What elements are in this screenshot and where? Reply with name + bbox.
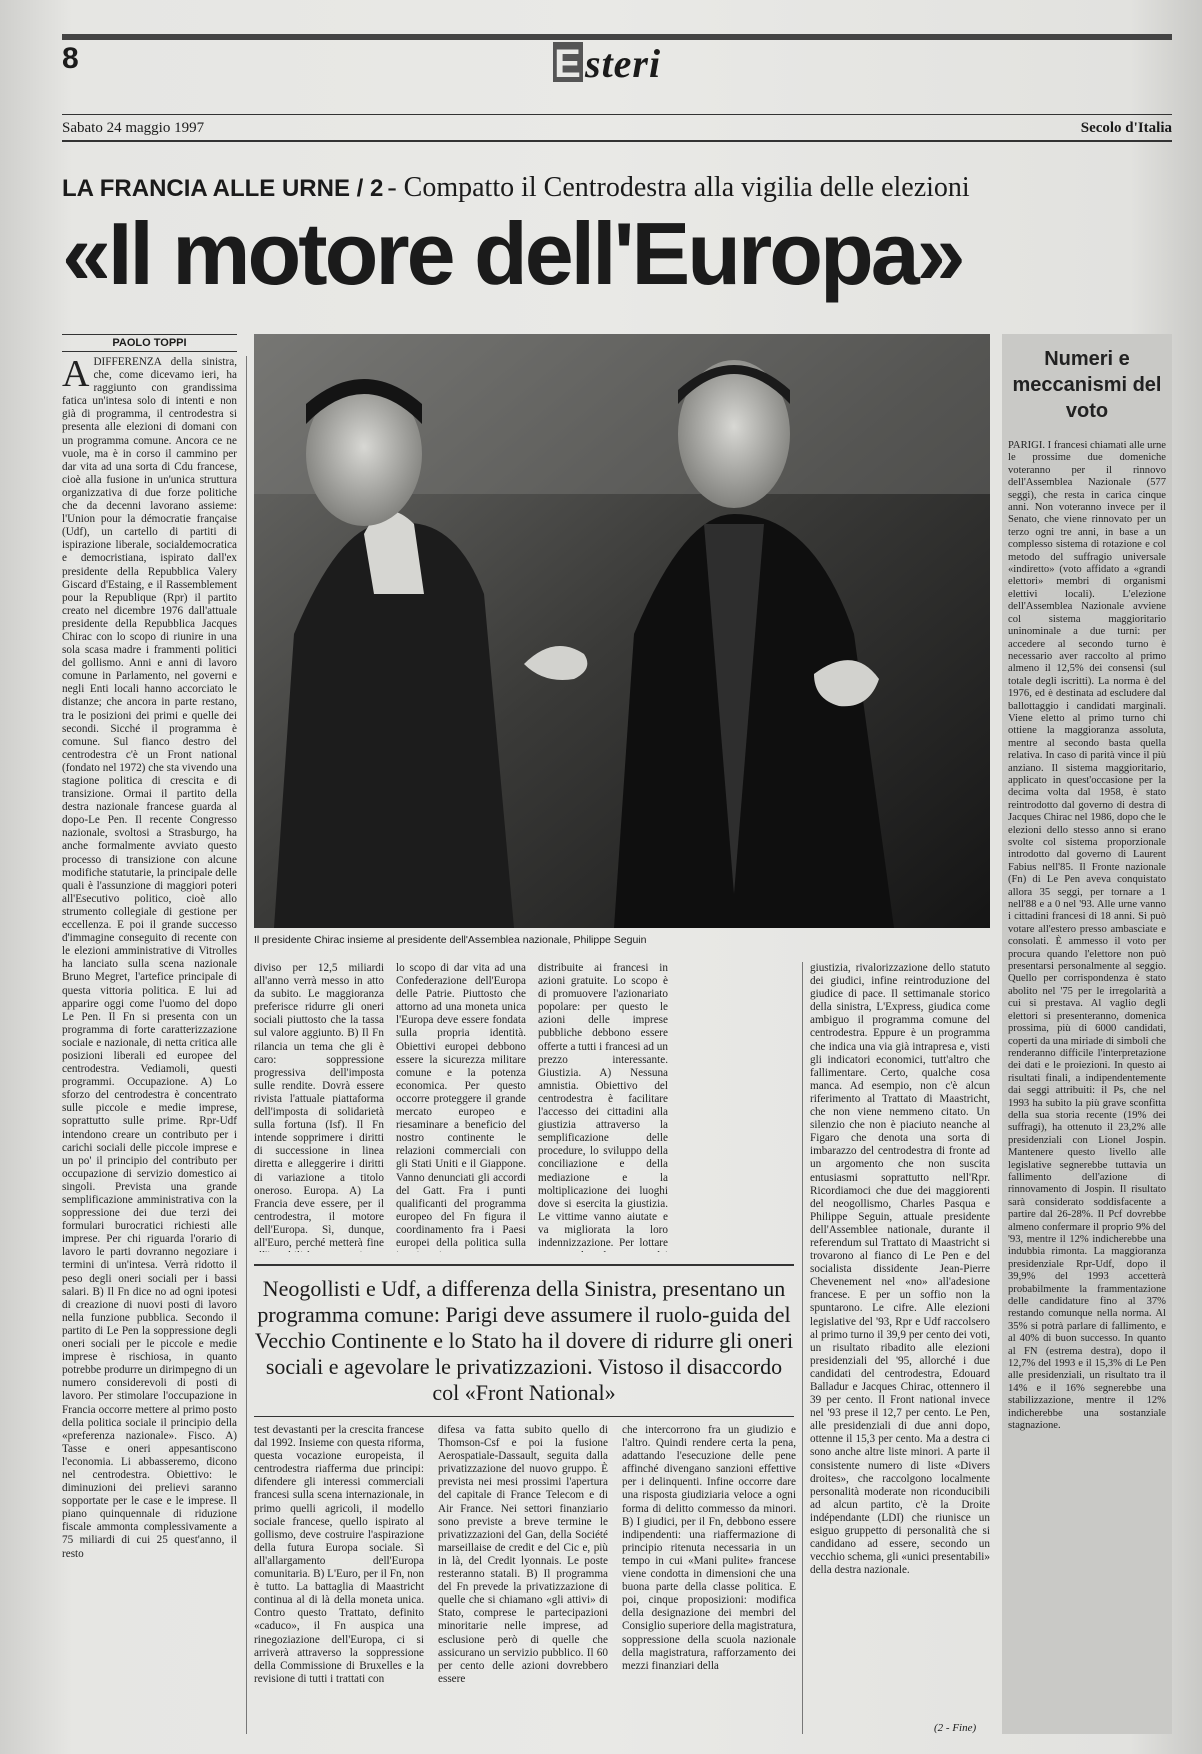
- page-number: 8: [62, 42, 79, 75]
- article-column-3: lo scopo di dar vita ad una Confederazione dell'Europa delle Patrie. Piuttosto che attorno ad una moneta unica l'Europa deve essere fondata sulla propria identità. Obiettivi europei debbono essere la sicurezza militare comune e la potenza economica. Per questo occorre proteggere il grande mercato europeo e riesaminare a beneficio del nostro continente le relazioni commerciali con gli Stati Uniti e il Giappone. Vanno denunciati gli accordi del Gatt. Fra i punti qualificanti del programma europeo del Fn figura il coordinamento fra i Paesi europei della politica sulla: [396, 962, 526, 1249]
- article-column-2: diviso per 12,5 miliardi all'anno verrà messo in atto da subito. Le maggioranza preferisce ridurre gli oneri sociali piuttosto che la tassa sul valore aggiunto. B) Il Fn rilancia un tema che gli è caro: soppressione progressiva dell'imposta sulle rendite. Dovrà essere rivista l'attuale piattaforma dell'imposta di solidarietà sulla fortuna (Isf). Il Fn intende sopprimere i diritti di successione in linea diretta e alleggerire i diritti di variazione a titolo oneroso. Europa. A) La Francia deve essere, per il centrodestra, il motore dell'Europa. Sì, dunque, all'Euro, perché metterà fine: [254, 962, 384, 1249]
- sidebar-text: PARIGI. I francesi chiamati alle urne le prossime due domeniche voteranno per il rinnovo dell'Assemblea Nazionale (577 seggi), che resta in carica cinque anni. Non voteranno invece per il Senato, che viene rinnovato per un terzo ogni tre anni, in base a un complesso sistema di rotazione e col metodo del suffragio universale «indiretto» (voto affidato a «grandi elettori» membri di organismi elettivi locali). L'elezione dell'Assemblea Nazionale avviene col sistema maggioritario uninominale a due turni: per accedere al secondo turno è necessario aver raccolto al primo almeno il 12,5% dei consensi (sul totale degli iscritti). La norma è del 1976, ed è destinata ad escludere dal ballottaggio i candidati marginali. Viene eletto al primo turno chi ottiene la maggioranza assoluta, mentre al secondo basta quella relativa. In caso di parità vince il più anziano. Il sistema maggioritario, applicato in quest'occasione per la decima volta dal 1958, è stato reintrodotto dal governo di destra di Jacques Chirac nel 1986, dopo che le elezioni dello stesso anno si erano svolte col sistema proporzionale introdotto dal governo di Laurent Fabius nell'85. Il Fronte nazionale (Fn) di Le Pen aveva conquistato allora 35 seggi, per tornare a 1 nell'88 e a 0 nel '93. Alle urne vanno i cittadini francesi di 18 anni. Si può votare all'estero presso ambasciate e consolati. È ammesso il voto per procura quando l'elettore non può presentarsi personalmente al seggio. Quello per corrispondenza è stato abolito nel '75 per le irregolarità a cui si prestava. Al vaglio degli elettori si presenteranno, domenica prossima, più di 6000 candidati, coperti da una miriade di simboli che renderanno difficile l'interpretazione dei dati e le proiezioni. In questo ai risultati finali, a indipendentemente dai seggi attribuiti: il Ps, che nel 1993 ha subìto la più grave sconfitta della sua storia recente (19% dei suffragi), ha ottenuto il 23,2% alle presidenziali con Lionel Jospin. Mantenere questo livello alle legislative segnerebbe tuttavia un fallimento dell'azione di rinnovamento di Jospin. Il risultato sarà considerato soddisfacente a partire dal 26-28%. Il Pcf dovrebbe almeno confermare il proprio 9% del '93, mentre il 12% indicherebbe una indubbia rimonta. La maggioranza presidenziale Rpr-Udf, dopo il 39,9% del 1993 accetterà probabilmente la frammentazione delle candidature fino al 37% restando comunque nella norma. Al 35% si potrà parlare di fallimento, e al 40% di buon successo. In quanto al FN (estrema destra), dopo il 12,7% del 1993 e il 15,3% di Le Pen alle presidenziali, un risultato tra il 14% e il 16% segnerebbe una stabilizzazione, mentre il 12% indicherebbe una sostanziale stagnazione.: [1008, 440, 1166, 1432]
- byline: PAOLO TOPPI: [62, 334, 237, 352]
- drop-cap: A: [62, 356, 90, 395]
- headline: «Il motore dell'Europa»: [62, 204, 963, 303]
- kicker-series: LA FRANCIA ALLE URNE / 2: [62, 175, 384, 202]
- photo-caption: Il presidente Chirac insieme al presidente dell'Assemblea nazionale, Philippe Seguin: [254, 934, 647, 946]
- article-column-1: [62, 356, 237, 1734]
- article-column-2b: test devastanti per la crescita francese dal 1992. Insieme con questa riforma, questa vocazione europeista, il centrodestra riafferma due principi: difendere gli interessi commerciali francesi sulla scena internazionale, in primo quelli agricoli, il modello sociale francese, quello ispirato al gollismo, deve costruire l'aspirazione della futura Europa sociale. Sì all'allargamento dell'Europa comunitaria. B) L'Euro, per il Fn, non è tutto. La battaglia di Maastricht continua al di là della moneta unica. Contro questo Trattato, definito «caduco», il Fn auspica una rinegoziazione dell'Europa, ci si arriverà attraverso la soppressione della Commissione di Bruxelles e la revisione di tutti i trattati con: [254, 1424, 424, 1685]
- article-column-3b: difesa va fatta subito quello di Thomson-Csf e poi la fusione Aerospatiale-Dassault, seguita dalla privatizzazione del nuovo gruppo. È prevista nei mesi prossimi l'apertura del capitale di France Telecom e di Air France. Nei settori finanziario sono previste a breve termine le privatizzazioni del Gan, della Société marseillaise de credit e del Cic e, più in là, del Credit lyonnais. Le poste resteranno statali. B) Il programma del Fn prevede la privatizzazione di quelle che si chiamano «gli attivi» di Stato, comprese le partecipazioni minoritarie nelle imprese, ad esclusione però di quelle che assicurano un servizio pubblico. Il 60 per cento delle azioni dovrebbero essere: [438, 1424, 608, 1685]
- sidebar-title: Numeri e meccanismi del voto: [1012, 348, 1162, 422]
- section-title: [553, 40, 661, 87]
- column-divider: [802, 962, 803, 1734]
- newspaper-name: Secolo d'Italia: [1080, 120, 1172, 136]
- column-1-text: DIFFERENZA della sinistra, che, come dicevamo ieri, ha raggiunto con grandissima fatica un'intesa solo di intenti e non già di programma, il centrodestra si presenta alle elezioni di domani con un programma comune. Ancora ce ne vuole, ma è in corso il cammino per dar vita ad una sorta di Cdu francese, cioè alla fusione in un'unica struttura organizzativa di due forze politiche che da decenni lavorano assieme: l'Union pour la démocratie française (Udf), un cartello di partiti di ispirazione liberale, socialdemocratica e democristiana, ispirato dall'ex presidente della Repubblica Valery Giscard d'Estaing, e il Rassemblement pour la Republique (Rpr) il partito creato nel dicembre 1976 dall'attuale presidente della Repubblica Jacques Chirac con lo scopo di riunire in una sola scasa madre i frammenti politici del gollismo. Anni e anni di lavoro comune in Parlamento, nel governi e negli Enti locali hanno accorciato le distanze; che ancora in parte restano, tra le posizioni dei primi e quelle dei secondi. Sicché il programma è comune. Sul fianco destro del centrodestra c'è un Front national (fondato nel 1972) che sta vivendo una stagione politica di crescita e di transizione. Ormai il partito della destra nazionale francese guarda al dopo-Le Pen. Il recente Congresso nazionale, svoltosi a Strasburgo, ha anche formalmente avviato questo processo di transizione con alcune modifiche statutarie, la principale delle quali è l'assunzione di maggiori poteri all'Esecutivo politico, cioè allo strumento collegiale di gestione per eccellenza. E poi il grande successo d'immagine conseguito di recente con le elezioni amministrative di Vitrolles ha lanciato sulla scena nazionale Bruno Megret, l'artefice principale di questa vittoria politica. E lui ad apparire oggi come l'uomo del dopo Le Pen. Il Fn si presenta con un programma di forte caratterizzazione sociale e nazionale, di netta critica alle posizioni liberali ed europee del centrodestra. Vediamoli, questi programmi. Occupazione. A) Lo sforzo del centrodestra è concentrato sulle piccole e medie imprese, soprattutto sulle prime. Rpr-Udf intendono creare un contributo per i carichi sociali delle piccole imprese e un po' il principio del contributo per occupazione di servizio domestico ai singoli. Prevista una grande semplificazione amministrativa con la soppressione dei due terzi dei formulari burocratici richiesti alle imprese. Per chi riguarda l'orario di lavoro le parti dovranno negoziare i termini di un'intesa. Verrà ridotto il peso degli oneri sociali per i bassi salari. B) Il Fn dice no ad ogni ipotesi di creazione di nuovi posti di lavoro nella funzione pubblica. Secondo il partito di Le Pen la soppressione degli oneri sociali per le piccole e medie imprese è rischiosa, in quanto potrebbe produrre un dirimpegno di un numero considerevoli di posti di lavoro. Per stimolare l'occupazione in Francia occorre mettere al primo posto della politica sociale il principio della «preferenza nazionale». Fisco. A) Tasse e oneri appesantiscono l'economia. Li abbasseremo, dicono nel centrodestra. Obiettivo: le diminuzioni dei prelievi saranno sopportate per le case e le imprese. Il piano quinquennale di riduzione fiscale ammonta complessivamente a 75 miliardi di cui 25 quest'anno, il resto: [62, 356, 237, 1560]
- kicker-subtitle: - Compatto il Centrodestra alla vigilia delle elezioni: [387, 172, 970, 203]
- header-rule: [62, 114, 1172, 115]
- article-column-5: giustizia, rivalorizzazione dello statuto dei giudici, infine reintroduzione del giudice di pace. Il settimanale storico della sinistra, L'Express, giudica come ambiguo il programma comune del centrodestra. Eppure è un programma che indica una via già intrapresa e, visti gli indicatori economici, tutt'altro che fallimentare. Certo, qualche cosa manca. Ad esempio, non c'è alcun riferimento al Trattato di Maastricht, che non viene nemmeno citato. Un silenzio che non è piaciuto neanche al Figaro che denota una sorta di imbarazzo del centrodestra di fronte ad un argomento che non suscita entusiasmi soprattutto nell'Rpr. Ricordiamoci che due dei maggiorenti del neogollismo, Charles Pasqua e Philippe Seguin, attuale presidente dell'Assemblee nationale, durante il referendum sul Trattato di Maastricht si trovarono al fianco di Le Pen e del socialista dissidente Jean-Pierre Chevenement nel «no» all'adesione francese. E per un soffio non la spuntarono. Le cifre. Alle elezioni legislative del '93, Rpr e Udf raccolsero al primo turno il 39,9 per cento dei voti, un risultato ribadito alle elezioni presidenziali del '95, allorché i due candidati del centrodestra, Edouard Balladur e Jacques Chirac, ottennero il 39 per cento. Il Front national invece nel '93 prese il 12,7 per cento. Le Pen, alle presidenziali di due anni dopo, ottenne il 15,3 per cento. Ma a destra ci sono anche altre liste minori. A parte il consistente numero di liste «Divers droites», che raccolgono localmente personalità moderate non riconducibili ad alcun partito, c'è la Droite indépendante (LDI) che riunisce un esiguo gruppetto di personalità che si candidano ad essere, secondo un vecchio schema, gli «unici presentabili» della destra nazionale.: [810, 962, 990, 1577]
- dateline: Sabato 24 maggio 1997: [62, 120, 205, 136]
- article-column-4: distribuite ai francesi in azioni gratuite. Lo scopo è di promuovere l'azionariato popolare: per questo le azioni delle imprese pubbliche debbono essere offerte a tutti i francesi ad un prezzo interessante. Giustizia. A) Nessuna amnistia. Obiettivo del centrodestra è facilitare l'accesso dei cittadini alla giustizia attraverso la semplificazione delle procedure, lo sviluppo della conciliazione e della mediazione e la moltiplicazione dei luoghi dove si esercita la giustizia. Le vittime vanno aiutate e va migliorata la loro indennizzazione. Per lottare: [538, 962, 668, 1249]
- section-name: steri: [585, 41, 662, 86]
- article-end-mark: (2 - Fine): [934, 1722, 977, 1734]
- photo-illustration: [254, 334, 990, 928]
- column-divider: [246, 356, 247, 1734]
- article-column-4b: che intercorrono fra un giudizio e l'altro. Quindi rendere certa la pena, adattando l'esecuzione delle pene affinché divengano sanzioni effettive per i delinquenti. Infine occorre dare una risposta giudiziaria veloce a ogni forma di delitto commesso da minori. B) I giudici, per il Fn, debbono essere indipendenti: una riaffermazione di principio ritenuta necessaria in un tempo in cui «Mani pulite» francese viene condotta in dimensioni che una buona parte della classe politica. E poi, cinque proposizioni: modifica della designazione dei membri del Consiglio superiore della magistratura, soppressione della scuola nazionale della magistratura, rafforzamento dei mezzi finanziari della: [622, 1424, 796, 1672]
- photo: [254, 334, 990, 928]
- pull-quote: Neogollisti e Udf, a differenza della Sinistra, presentano un programma comune: Parigi deve assumere il ruolo-guida del Vecchio Continente e lo Stato ha il dovere di ridurre gli oneri sociali e agevolare le privatizzazioni. Vistoso il disaccordo col «Front National»: [254, 1264, 794, 1417]
- header-rule-bottom: [62, 140, 1172, 142]
- kicker: [62, 172, 1172, 204]
- section-initial: E: [554, 42, 582, 86]
